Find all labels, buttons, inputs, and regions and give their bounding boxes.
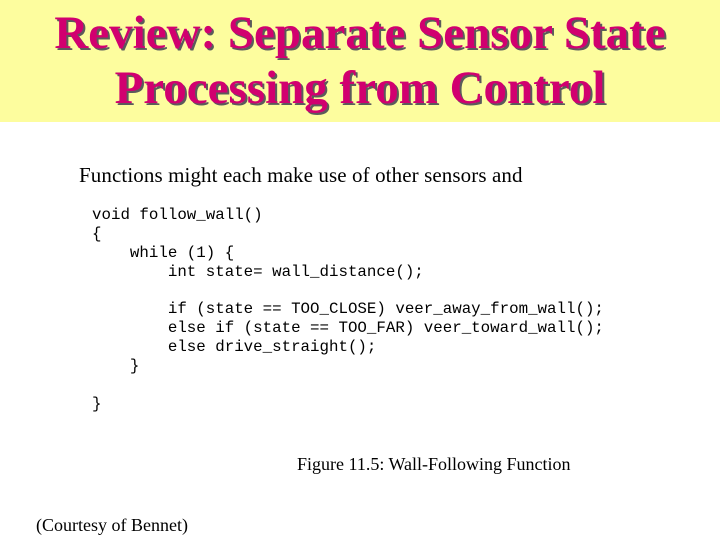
code-line-3: while (1) { xyxy=(92,243,235,262)
code-line-9: } xyxy=(92,357,140,376)
code-line-11: } xyxy=(92,394,102,413)
code-line-7: else if (state == TOO_FAR) veer_toward_wall(); xyxy=(92,319,604,338)
code-listing xyxy=(92,206,604,414)
code-line-10 xyxy=(92,376,604,395)
slide-title-line-2: Processing from Control xyxy=(114,62,606,114)
slide-title-line-1: Review: Separate Sensor State xyxy=(54,7,666,59)
figure-caption: Figure 11.5: Wall-Following Function xyxy=(297,454,571,474)
code-line-2: { xyxy=(92,224,102,243)
code-line-6: if (state == TOO_CLOSE) veer_away_from_wall(); xyxy=(92,300,604,319)
slide-title xyxy=(0,6,720,116)
credit-text: (Courtesy of Bennet) xyxy=(36,515,188,535)
code-line-5 xyxy=(92,282,604,301)
code-line-1: void follow_wall() xyxy=(92,206,263,224)
intro-text: Functions might each make use of other sensors and xyxy=(79,163,523,187)
code-line-4: int state= wall_distance(); xyxy=(92,262,424,281)
code-line-8: else drive_straight(); xyxy=(92,338,377,357)
